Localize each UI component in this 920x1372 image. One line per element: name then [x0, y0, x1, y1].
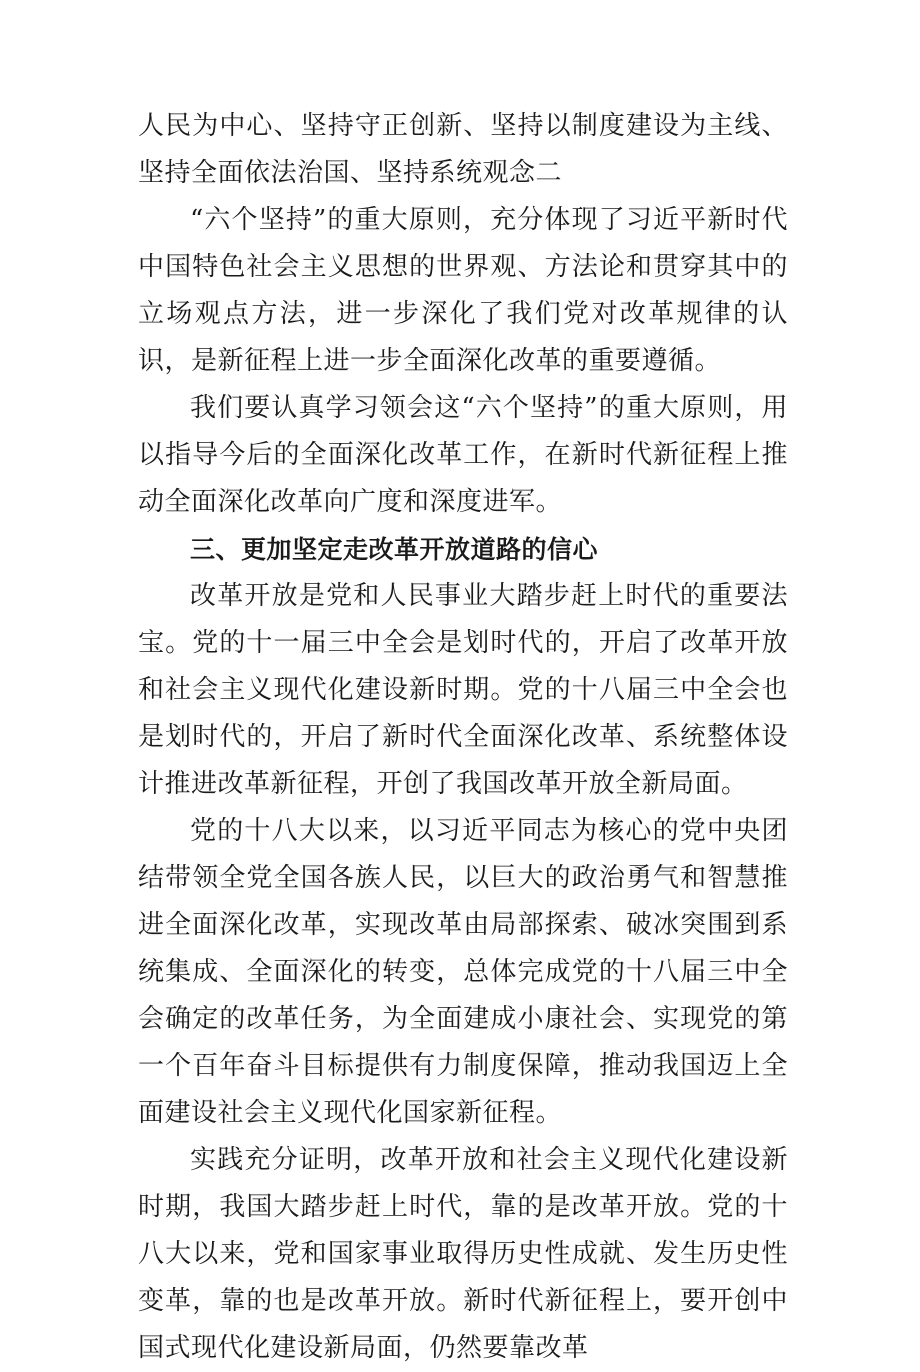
paragraph-since-18th-congress: 党的十八大以来，以习近平同志为核心的党中央团结带领全党全国各族人民，以巨大的政治勇气和智慧推进全面深化改革，实现改革由局部探索、破冰突围到系统集成、全面深化的转变，总体完成党的十八届三中全会确定的改革任务，为全面建成小康社会、实现党的第一个百年奋斗目标提供有力制度保障，推动我国迈上全面建设社会主义现代化国家新征程。: [138, 816, 788, 1128]
document-body: [138, 103, 788, 1372]
paragraph-six-principles: “六个坚持”的重大原则，充分体现了习近平新时代中国特色社会主义思想的世界观、方法论和贯穿其中的立场观点方法，进一步深化了我们党对改革规律的认识，是新征程上进一步全面深化改革的重要遵循。: [138, 205, 788, 376]
section-heading: 三、更加坚定走改革开放道路的信心: [190, 535, 599, 564]
paragraph-practice-proves: 实践充分证明，改革开放和社会主义现代化建设新时期，我国大踏步赶上时代，靠的是改革开放。党的十八大以来，党和国家事业取得历史性成就、发生历史性变革，靠的也是改革开放。新时代新征程上，要开创中国式现代化建设新局面，仍然要靠改革: [138, 1145, 788, 1363]
paragraph-continuation: 人民为中心、坚持守正创新、坚持以制度建设为主线、坚持全面依法治国、坚持系统观念二: [138, 111, 788, 188]
paragraph-reform-treasure: 改革开放是党和人民事业大踏步赶上时代的重要法宝。党的十一届三中全会是划时代的，开启了改革开放和社会主义现代化建设新时期。党的十八届三中全会也是划时代的，开启了新时代全面深化改革、系统整体设计推进改革新征程，开创了我国改革开放全新局面。: [138, 581, 788, 799]
paragraph-study-principles: 我们要认真学习领会这“六个坚持”的重大原则，用以指导今后的全面深化改革工作，在新时代新征程上推动全面深化改革向广度和深度进军。: [138, 393, 788, 517]
